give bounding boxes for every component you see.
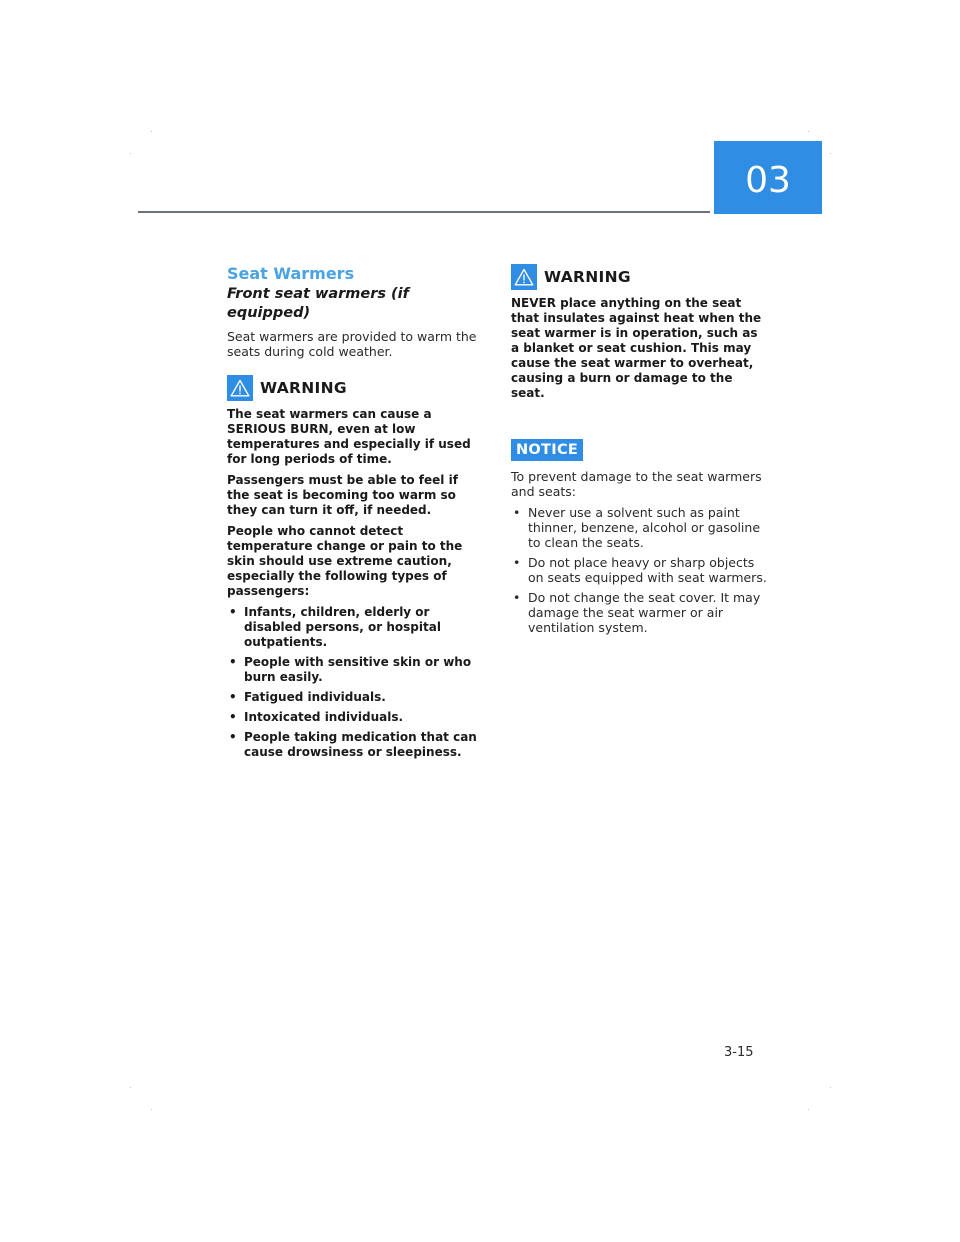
header-rule [138, 211, 710, 213]
subsection-title: Front seat warmers (if equipped) [227, 286, 409, 321]
warning-label: WARNING [544, 268, 631, 286]
warning-paragraph: The seat warmers can cause a SERIOUS BURN, even at low temperatures and especially if used for long periods of time. [227, 407, 471, 466]
page-number: 3-15 [724, 1045, 754, 1060]
crop-mark [151, 131, 152, 132]
crop-mark [130, 1087, 131, 1088]
crop-mark [808, 131, 809, 132]
warning-paragraph: Passengers must be able to feel if the seat is becoming too warm so they can turn it off, if needed. [227, 473, 458, 517]
warning-bullet-list [227, 605, 483, 760]
list-item: • Do not place heavy or sharp objects on seats equipped with seat warmers. [511, 555, 769, 585]
warning-header [227, 375, 483, 401]
left-column [227, 264, 483, 765]
list-item: • Do not change the seat cover. It may damage the seat warmer or air ventilation system. [511, 590, 769, 635]
list-item: • Never use a solvent such as paint thinner, benzene, alcohol or gasoline to clean the seats. [511, 505, 769, 550]
list-item: • Infants, children, elderly or disabled persons, or hospital outpatients. [227, 605, 483, 650]
list-item: • People with sensitive skin or who burn easily. [227, 655, 483, 685]
list-item: • Intoxicated individuals. [227, 710, 483, 725]
list-item: • Fatigued individuals. [227, 690, 483, 705]
notice-bullet-list [511, 505, 769, 635]
warning-triangle-icon [227, 375, 253, 401]
notice-intro: To prevent damage to the seat warmers and seats: [511, 469, 762, 499]
warning-header [511, 264, 769, 290]
crop-mark [830, 153, 831, 154]
warning-paragraph: People who cannot detect temperature change or pain to the skin should use extreme caution, especially the following types of passengers: [227, 524, 463, 598]
notice-badge: NOTICE [511, 439, 583, 461]
crop-mark [130, 153, 131, 154]
warning-triangle-icon [511, 264, 537, 290]
crop-mark [808, 1109, 809, 1110]
warning-label: WARNING [260, 379, 347, 397]
intro-text: Seat warmers are provided to warm the seats during cold weather. [227, 329, 477, 359]
warning-paragraph: NEVER place anything on the seat that insulates against heat when the seat warmer is in operation, such as a blanket or seat cushion. This may cause the seat warmer to overheat, causing a burn or damage to the seat. [511, 296, 762, 400]
chapter-tab: 03 [714, 141, 822, 214]
right-column [511, 264, 769, 640]
section-title: Seat Warmers [227, 264, 355, 283]
crop-mark [830, 1087, 831, 1088]
crop-mark [151, 1109, 152, 1110]
list-item: • People taking medication that can cause drowsiness or sleepiness. [227, 730, 483, 760]
